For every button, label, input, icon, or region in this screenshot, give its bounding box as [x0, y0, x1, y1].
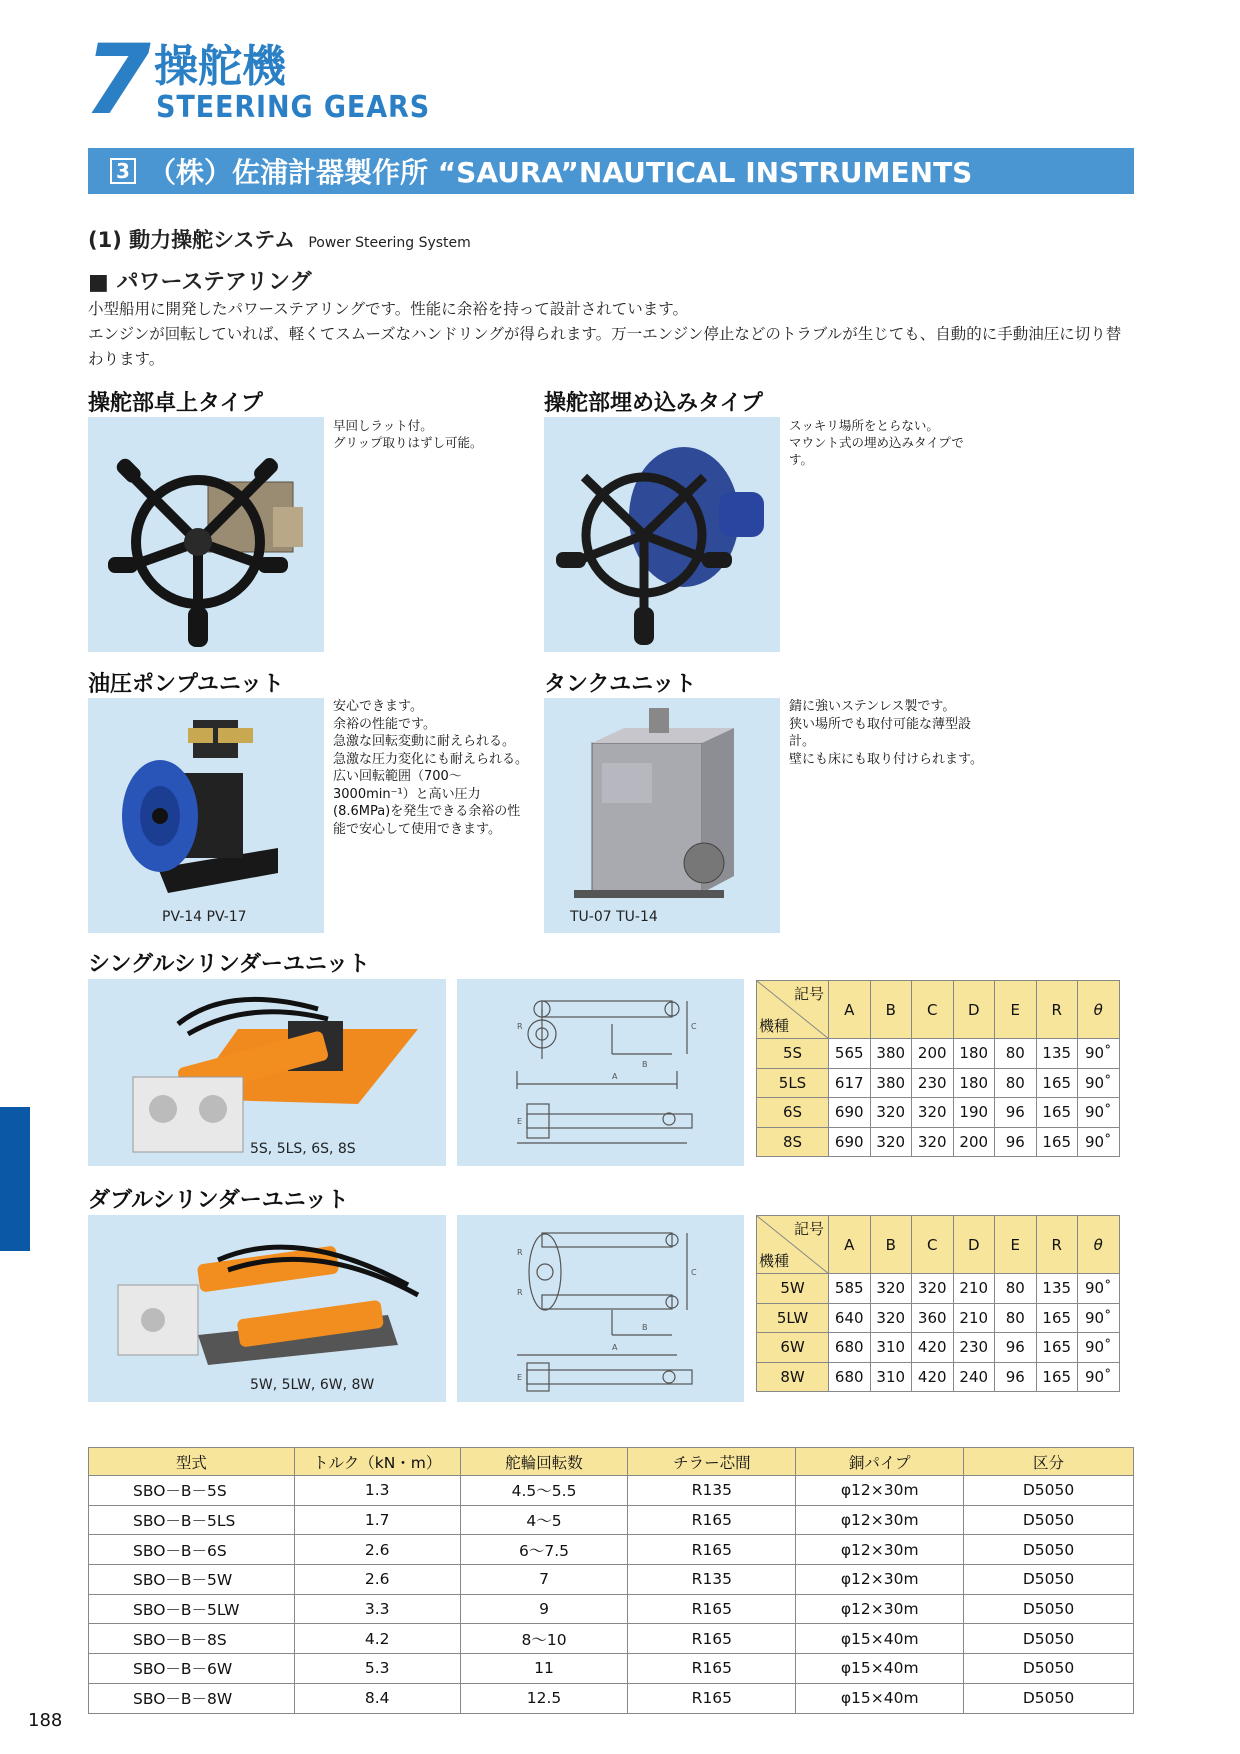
table-cell: 690: [829, 1098, 871, 1128]
table-cell: 96: [995, 1333, 1037, 1363]
table-cell: 11: [460, 1654, 628, 1684]
table-cell: 210: [953, 1274, 995, 1304]
table-cell: 165: [1036, 1068, 1078, 1098]
table-cell: 135: [1036, 1274, 1078, 1304]
table-cell: 6〜7.5: [460, 1535, 628, 1565]
table-row: [757, 1127, 1120, 1157]
table-cell: 80: [995, 1274, 1037, 1304]
subsection-title-en: Power Steering System: [308, 235, 471, 251]
tank-unit-note: 錆に強いステンレス製です。 狭い場所でも取付可能な薄型設計。 壁にも床にも取り付けられます。: [789, 699, 983, 767]
table-cell: 90˚: [1078, 1098, 1120, 1128]
table-cell: 90˚: [1078, 1127, 1120, 1157]
svg-text:A: A: [612, 1343, 618, 1352]
pump-unit-caption: PV-14 PV-17: [162, 909, 247, 925]
desktop-type-note: 早回しラット付。 グリップ取りはずし可能。: [333, 418, 483, 450]
table-cell: 135: [1036, 1039, 1078, 1069]
table-cell: 6S: [757, 1098, 829, 1128]
single-cylinder-title: シングルシリンダーユニット: [88, 952, 371, 977]
table-cell: 80: [995, 1039, 1037, 1069]
table-cell: 5S: [757, 1039, 829, 1069]
table-cell: 310: [870, 1362, 912, 1392]
table-cell: D5050: [964, 1624, 1134, 1654]
double-cylinder-diagram: [457, 1215, 744, 1402]
table-cell: 4〜5: [460, 1505, 628, 1535]
table-cell: φ12×30m: [796, 1535, 964, 1565]
col-header: θ: [1078, 981, 1120, 1039]
table-cell: 6W: [757, 1333, 829, 1363]
col-header: D: [953, 981, 995, 1039]
table-row: [757, 1098, 1120, 1128]
table-cell: 90˚: [1078, 1303, 1120, 1333]
table-cell: D5050: [964, 1505, 1134, 1535]
table-cell: D5050: [964, 1476, 1134, 1506]
table-cell: D5050: [964, 1565, 1134, 1595]
table-row: [89, 1654, 1134, 1684]
side-index-tab: [0, 1107, 30, 1251]
table-cell: 2.6: [294, 1565, 460, 1595]
section-number: 3: [110, 158, 136, 184]
table-cell: φ12×30m: [796, 1476, 964, 1506]
col-header: D: [953, 1216, 995, 1274]
table-cell: 90˚: [1078, 1333, 1120, 1363]
table-cell: 165: [1036, 1127, 1078, 1157]
table-cell: 690: [829, 1127, 871, 1157]
subsection-title: [88, 224, 471, 254]
table-cell: D5050: [964, 1654, 1134, 1684]
table-row: [89, 1505, 1134, 1535]
table-row: [757, 1362, 1120, 1392]
table-cell: SBO－B－5W: [89, 1565, 295, 1595]
table-cell: 320: [870, 1098, 912, 1128]
table-cell: SBO－B－6S: [89, 1535, 295, 1565]
col-header-copper-pipe: 銅パイプ: [796, 1448, 964, 1476]
col-header: E: [995, 1216, 1037, 1274]
intro-paragraph-1: 小型船用に開発したパワーステアリングです。性能に余裕を持って設計されています。: [88, 300, 689, 318]
table-cell: R165: [628, 1654, 796, 1684]
chapter-number: 7: [84, 24, 149, 136]
table-row: [757, 1274, 1120, 1304]
subsection-title-jp: (1) 動力操舵システム: [88, 228, 296, 252]
embedded-type-note: スッキリ場所をとらない。 マウント式の埋め込みタイプです。: [789, 418, 964, 467]
col-header: R: [1036, 1216, 1078, 1274]
table-cell: 12.5: [460, 1683, 628, 1713]
page-number: 188: [28, 1710, 63, 1731]
table-cell: 96: [995, 1127, 1037, 1157]
model-spec-table: [88, 1447, 1134, 1714]
table-cell: φ15×40m: [796, 1683, 964, 1713]
single-cylinder-spec-table: [756, 980, 1120, 1157]
corner-label-model: 機種: [759, 1252, 790, 1270]
col-header-tiller-distance: チラー芯間: [628, 1448, 796, 1476]
table-cell: 230: [912, 1068, 954, 1098]
table-cell: 190: [953, 1098, 995, 1128]
table-cell: 320: [912, 1274, 954, 1304]
pump-unit-note: 安心できます。 余裕の性能です。 急激な回転変動に耐えられる。 急激な圧力変化にも耐えられる。 広い回転範囲（700〜3000min⁻¹）と高い圧力(8.6MPa)を発生できる余裕の性能で安心して使用できます。: [333, 699, 529, 837]
col-header-torque: トルク（kN・m）: [294, 1448, 460, 1476]
table-cell: SBO－B－8W: [89, 1683, 295, 1713]
table-cell: 180: [953, 1039, 995, 1069]
intro-paragraph-2: エンジンが回転していれば、軽くてスムーズなハンドリングが得られます。万一エンジン停止などのトラブルが生じても、自動的に手動油圧に切り替わります。: [88, 325, 1122, 368]
corner-label-symbol: 記号: [793, 1220, 824, 1238]
double-cylinder-spec-table: [756, 1215, 1120, 1392]
table-row: [757, 1039, 1120, 1069]
table-cell: 96: [995, 1098, 1037, 1128]
table-row: [89, 1535, 1134, 1565]
table-cell: φ15×40m: [796, 1654, 964, 1684]
table-cell: 310: [870, 1333, 912, 1363]
svg-text:C: C: [691, 1022, 697, 1031]
table-cell: 80: [995, 1068, 1037, 1098]
table-cell: 1.3: [294, 1476, 460, 1506]
svg-text:B: B: [642, 1323, 648, 1332]
desktop-type-title: 操舵部卓上タイプ: [88, 391, 263, 416]
table-cell: 90˚: [1078, 1068, 1120, 1098]
col-header: C: [912, 981, 954, 1039]
table-cell: 420: [912, 1362, 954, 1392]
table-cell: 165: [1036, 1333, 1078, 1363]
single-cylinder-diagram: [457, 979, 744, 1166]
col-header-model: 型式: [89, 1448, 295, 1476]
table-cell: R165: [628, 1505, 796, 1535]
table-cell: 4.2: [294, 1624, 460, 1654]
svg-text:R: R: [517, 1288, 523, 1297]
svg-text:B: B: [642, 1060, 648, 1069]
table-cell: 2.6: [294, 1535, 460, 1565]
col-header: C: [912, 1216, 954, 1274]
tank-unit-title: タンクユニット: [544, 672, 697, 697]
pump-unit-photo: [88, 698, 324, 933]
table-cell: 210: [953, 1303, 995, 1333]
table-row: [89, 1565, 1134, 1595]
table-cell: 617: [829, 1068, 871, 1098]
spec-corner-header: [757, 981, 829, 1039]
table-cell: 5LW: [757, 1303, 829, 1333]
table-cell: 165: [1036, 1098, 1078, 1128]
double-cylinder-caption: 5W, 5LW, 6W, 8W: [250, 1377, 375, 1393]
pump-unit-title: 油圧ポンプユニット: [88, 672, 285, 697]
table-cell: 240: [953, 1362, 995, 1392]
table-cell: 200: [912, 1039, 954, 1069]
chapter-title-jp: 操舵機: [154, 41, 286, 92]
table-cell: SBO－B－5S: [89, 1476, 295, 1506]
table-cell: 680: [829, 1333, 871, 1363]
table-cell: SBO－B－5LW: [89, 1594, 295, 1624]
table-row: [89, 1683, 1134, 1713]
table-cell: 3.3: [294, 1594, 460, 1624]
col-header-wheel-turns: 舵輪回転数: [460, 1448, 628, 1476]
table-cell: 200: [953, 1127, 995, 1157]
table-cell: 5W: [757, 1274, 829, 1304]
table-cell: R165: [628, 1624, 796, 1654]
single-cylinder-photo: [88, 979, 446, 1166]
table-cell: 585: [829, 1274, 871, 1304]
table-cell: 320: [870, 1127, 912, 1157]
table-cell: 230: [953, 1333, 995, 1363]
table-cell: SBO－B－8S: [89, 1624, 295, 1654]
table-cell: φ12×30m: [796, 1594, 964, 1624]
spec-corner-header: [757, 1216, 829, 1274]
table-cell: 90˚: [1078, 1039, 1120, 1069]
table-cell: φ15×40m: [796, 1624, 964, 1654]
table-cell: φ12×30m: [796, 1565, 964, 1595]
embedded-type-title: 操舵部埋め込みタイプ: [544, 391, 763, 416]
table-row: [757, 1303, 1120, 1333]
table-cell: 360: [912, 1303, 954, 1333]
table-cell: 320: [912, 1098, 954, 1128]
double-cylinder-photo: [88, 1215, 446, 1402]
table-cell: 8.4: [294, 1683, 460, 1713]
table-cell: R165: [628, 1594, 796, 1624]
table-cell: R165: [628, 1535, 796, 1565]
table-cell: D5050: [964, 1594, 1134, 1624]
single-cylinder-caption: 5S, 5LS, 6S, 8S: [250, 1141, 356, 1157]
table-cell: 380: [870, 1039, 912, 1069]
table-cell: 320: [870, 1303, 912, 1333]
tank-unit-caption: TU-07 TU-14: [570, 909, 658, 925]
table-cell: φ12×30m: [796, 1505, 964, 1535]
svg-text:A: A: [612, 1072, 618, 1081]
table-cell: R135: [628, 1565, 796, 1595]
table-cell: 8〜10: [460, 1624, 628, 1654]
table-row: [89, 1594, 1134, 1624]
embedded-wheel-photo: [544, 417, 780, 652]
table-cell: 180: [953, 1068, 995, 1098]
table-cell: 165: [1036, 1303, 1078, 1333]
svg-text:R: R: [517, 1248, 523, 1257]
table-cell: 165: [1036, 1362, 1078, 1392]
col-header: B: [870, 1216, 912, 1274]
table-cell: 1.7: [294, 1505, 460, 1535]
table-cell: R165: [628, 1683, 796, 1713]
col-header: A: [829, 1216, 871, 1274]
table-cell: 90˚: [1078, 1274, 1120, 1304]
table-row: [89, 1476, 1134, 1506]
chapter-title-en: STEERING GEARS: [156, 90, 431, 125]
table-cell: 420: [912, 1333, 954, 1363]
table-row: [757, 1333, 1120, 1363]
table-cell: 5.3: [294, 1654, 460, 1684]
svg-text:E: E: [517, 1117, 523, 1126]
table-cell: 380: [870, 1068, 912, 1098]
table-cell: 640: [829, 1303, 871, 1333]
corner-label-model: 機種: [759, 1017, 790, 1035]
col-header: θ: [1078, 1216, 1120, 1274]
table-cell: 80: [995, 1303, 1037, 1333]
table-cell: D5050: [964, 1535, 1134, 1565]
desktop-wheel-photo: [88, 417, 324, 652]
svg-text:C: C: [691, 1268, 697, 1277]
table-cell: 96: [995, 1362, 1037, 1392]
table-cell: 8W: [757, 1362, 829, 1392]
table-row: [757, 1068, 1120, 1098]
section-title: （株）佐浦計器製作所 “SAURA”NAUTICAL INSTRUMENTS: [148, 156, 973, 189]
corner-label-symbol: 記号: [793, 985, 824, 1003]
table-cell: 9: [460, 1594, 628, 1624]
table-header-row: [89, 1448, 1134, 1476]
section-title-bar: [88, 148, 1134, 194]
col-header: A: [829, 981, 871, 1039]
table-cell: 5LS: [757, 1068, 829, 1098]
col-header: B: [870, 981, 912, 1039]
table-cell: 90˚: [1078, 1362, 1120, 1392]
table-cell: SBO－B－6W: [89, 1654, 295, 1684]
table-cell: 320: [912, 1127, 954, 1157]
table-cell: 7: [460, 1565, 628, 1595]
tank-unit-photo: [544, 698, 780, 933]
table-cell: SBO－B－5LS: [89, 1505, 295, 1535]
table-cell: 320: [870, 1274, 912, 1304]
double-cylinder-title: ダブルシリンダーユニット: [88, 1188, 349, 1213]
col-header: E: [995, 981, 1037, 1039]
table-cell: 8S: [757, 1127, 829, 1157]
svg-text:R: R: [517, 1022, 523, 1031]
table-cell: 565: [829, 1039, 871, 1069]
table-cell: R135: [628, 1476, 796, 1506]
col-header-category: 区分: [964, 1448, 1134, 1476]
table-cell: 680: [829, 1362, 871, 1392]
table-cell: 4.5〜5.5: [460, 1476, 628, 1506]
col-header: R: [1036, 981, 1078, 1039]
table-row: [89, 1624, 1134, 1654]
svg-text:E: E: [517, 1373, 523, 1382]
power-steering-heading: ■ パワーステアリング: [88, 270, 312, 295]
table-cell: D5050: [964, 1683, 1134, 1713]
